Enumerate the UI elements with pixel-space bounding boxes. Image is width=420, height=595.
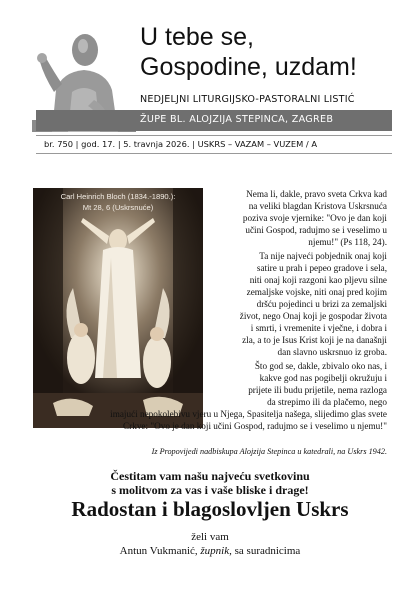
article-line: Crkve: "Ovo je dan koji učini Gospod, radujmo se i veselimo u njemu!"	[123, 421, 387, 431]
painting-caption-artist: Carl Heinrich Bloch (1834.-1890.):	[60, 192, 176, 201]
masthead-title-line2: Gospodine, uzdam!	[140, 53, 357, 81]
article-line: život, nego Onaj koji je gospodar života	[239, 311, 387, 321]
article-line: dršću pojedinci u brizi za zemaljski	[256, 299, 387, 309]
article-line: dan slavno uskrsnuo iz groba.	[277, 347, 387, 357]
resurrection-painting-art	[33, 188, 203, 428]
signature-name: Antun Vukmanić,	[119, 545, 201, 557]
article-line: prijete ili budu prijetile, nema razloga	[248, 385, 387, 395]
article-line: satire u prah i pepeo gradove i sela,	[256, 263, 387, 273]
article-line: Ta nije najveći pobjednik onaj koji	[259, 251, 387, 261]
article-line: Nema li, dakle, pravo sveta Crkva kad	[246, 189, 387, 199]
resurrection-painting	[33, 188, 203, 428]
easter-headline: Radostan i blagoslovljen Uskrs	[71, 497, 349, 521]
signature-tail: , sa suradnicima	[229, 545, 301, 557]
article-line: zemaljske vojske, niti onaj pred kojim	[246, 287, 387, 297]
article-line: poziva svoje vjernike: "Ovo je dan koji	[242, 213, 387, 223]
article-line: Što god se, dakle, zbivalo oko nas, i	[254, 361, 387, 371]
signature-role: župnik	[200, 545, 230, 557]
greeting-wishes: želi vam	[191, 531, 229, 543]
article-line: kakve god nas pogibelji okružuju i	[259, 373, 387, 383]
article-line: da strepimo ili da plačemo, nego	[267, 397, 387, 407]
greeting-line2: s molitvom za vas i vaše bliske i drage!	[111, 483, 309, 497]
article-line: na veliki blagdan Kristova Uskrsnuća	[248, 201, 387, 211]
article-citation: Iz Propovijedi nadbiskupa Alojzija Stepinca u katedrali, na Uskrs 1942.	[151, 447, 387, 456]
parish-name: ŽUPE BL. ALOJZIJA STEPINCA, ZAGREB	[140, 114, 334, 125]
article-line: i smrti, i vremenite i vječne, i dobra i	[250, 323, 387, 333]
article-line: imajući nepokolebivu vjeru u Njega, Spasitelja našega, slijedimo glas svete	[110, 409, 387, 419]
painting-caption-title: Mt 28, 6 (Uskrsnuće)	[82, 203, 154, 212]
article-line: niti onaj koji razgoni kao pljevu silne	[249, 275, 387, 285]
article-line: zla, a to je Isus Krist koji je na današnji	[242, 335, 387, 345]
masthead-subtitle: NEDJELJNI LITURGIJSKO-PASTORALNI LISTIĆ	[140, 94, 355, 105]
masthead-title-line1: U tebe se,	[140, 23, 254, 51]
article-line: učini Gospod, radujmo se i veselimo u	[245, 225, 387, 235]
greeting-signature	[0, 545, 420, 557]
greeting-line1: Čestitam vam našu najveću svetkovinu	[110, 469, 310, 483]
issue-info: br. 750 | god. 17. | 5. travnja 2026. | USKRS – VAZAM – VUZEM / A	[44, 139, 317, 149]
article-line: njemu!" (Ps 118, 24).	[308, 237, 387, 247]
